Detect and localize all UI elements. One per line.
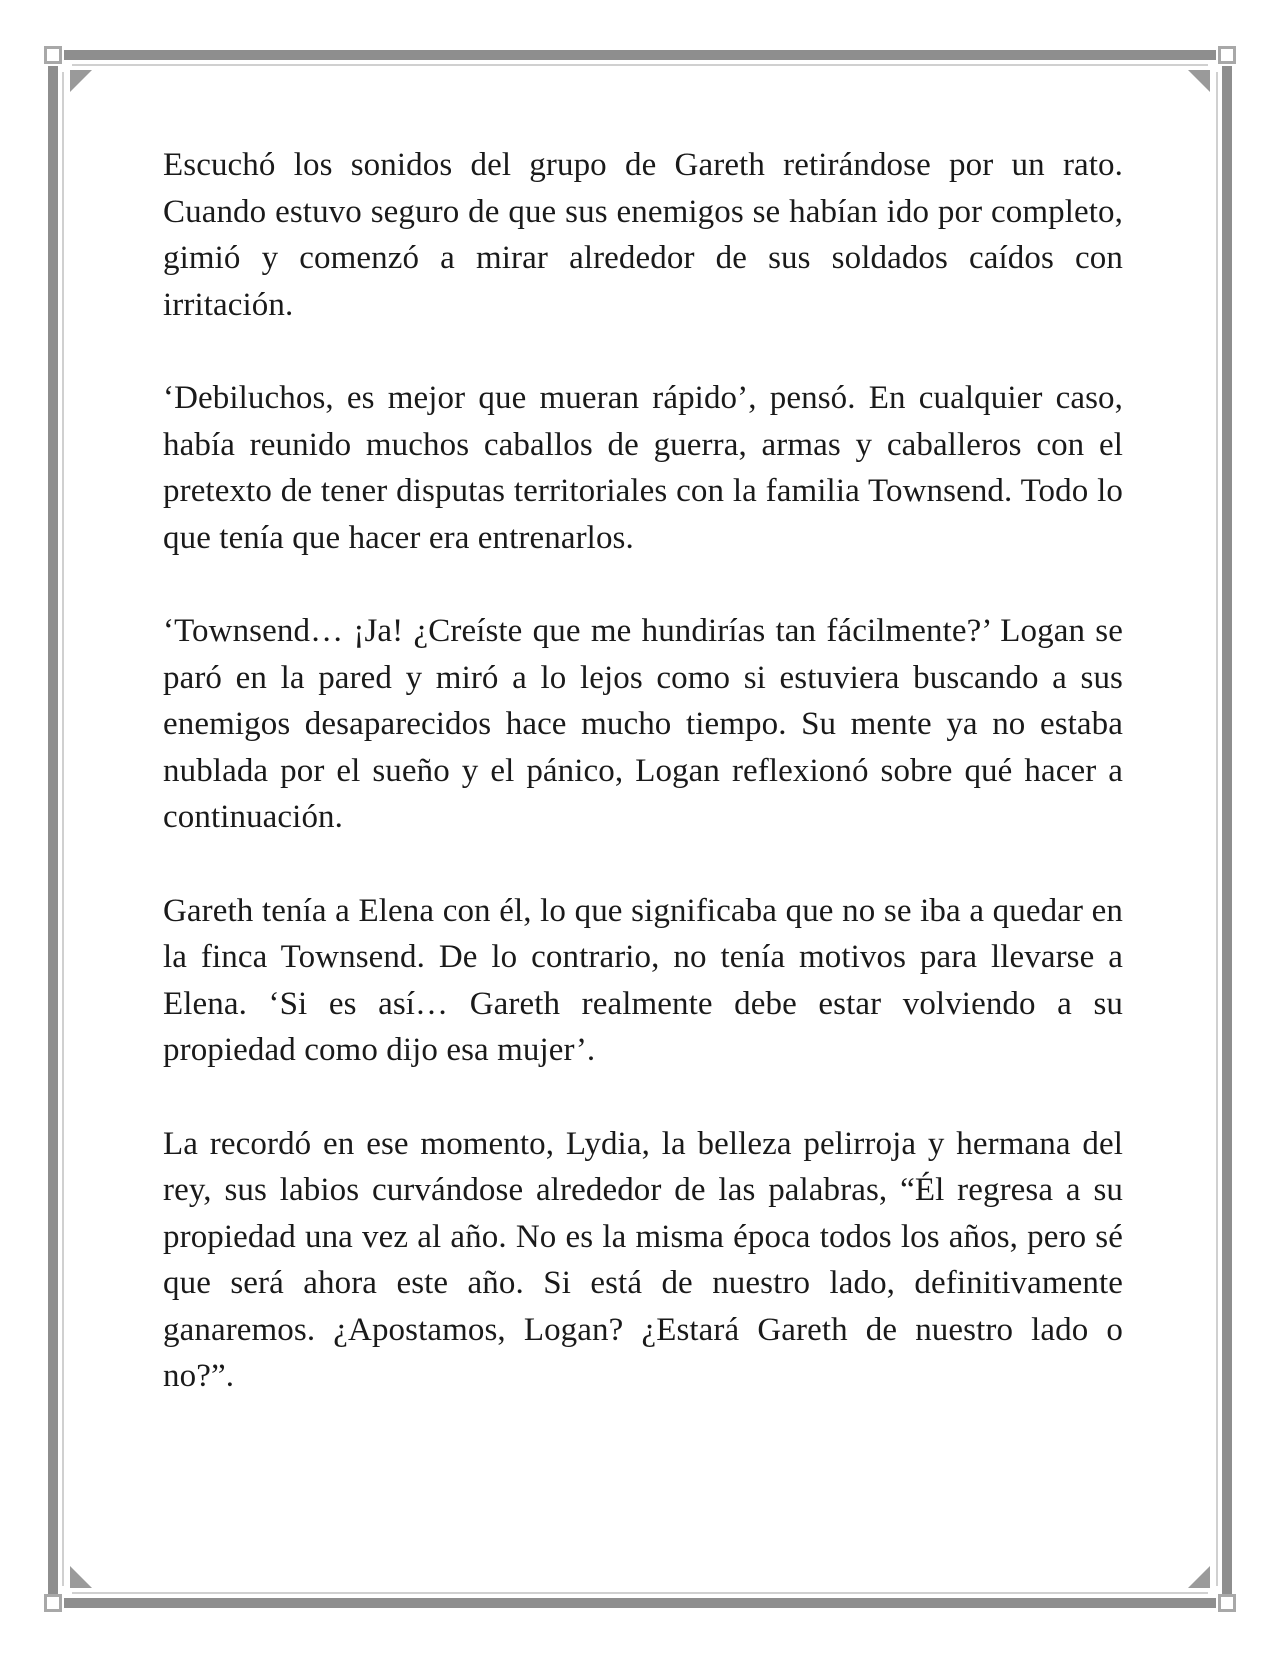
paragraph: ‘Townsend… ¡Ja! ¿Creíste que me hundirías tan fácilmente?’ Logan se paró en la pared y miró a lo lejos como si estuviera buscando a sus enemigos desaparecidos hace mucho tiempo. Su mente ya no estaba nublada por el sueño y el pánico, Logan reflexionó sobre qué hacer a continuación. [163, 613, 1123, 835]
corner-ornament-bottom-left [44, 1594, 62, 1612]
border-left [48, 66, 58, 1594]
inner-border-bottom [72, 1592, 1208, 1594]
inner-border-top [72, 64, 1208, 66]
inner-border-right [1216, 72, 1218, 1586]
corner-triangle-top-right-icon [1188, 70, 1210, 92]
paragraph: La recordó en ese momento, Lydia, la belleza pelirroja y hermana del rey, sus labios curvándose alrededor de las palabras, “Él regresa a su propiedad una vez al año. No es la misma época todos los años, pero sé que será ahora este año. Si está de nuestro lado, definitivamente ganaremos. ¿Apostamos, Logan? ¿Estará Gareth de nuestro lado o no?”. [163, 1125, 1123, 1394]
corner-ornament-bottom-right [1218, 1594, 1236, 1612]
corner-triangle-bottom-left-icon [70, 1566, 92, 1588]
inner-border-left [62, 72, 64, 1586]
border-top [64, 50, 1216, 60]
corner-triangle-bottom-right-icon [1188, 1566, 1210, 1588]
corner-ornament-top-right [1218, 46, 1236, 64]
corner-triangle-top-left-icon [70, 70, 92, 92]
border-right [1222, 66, 1232, 1594]
paragraph: Gareth tenía a Elena con él, lo que significaba que no se iba a quedar en la finca Townsend. De lo contrario, no tenía motivos para llevarse a Elena. ‘Si es así… Gareth realmente debe estar volviendo a su propiedad como dijo esa mujer’. [163, 892, 1123, 1068]
border-bottom [64, 1598, 1216, 1608]
paragraph: ‘Debiluchos, es mejor que mueran rápido’, pensó. En cualquier caso, había reunido muchos caballos de guerra, armas y caballeros con el pretexto de tener disputas territoriales con la familia Townsend. Todo lo que tenía que hacer era entrenarlos. [163, 380, 1123, 556]
page-body [163, 142, 1123, 1400]
corner-ornament-top-left [44, 46, 62, 64]
paragraph: Escuchó los sonidos del grupo de Gareth retirándose por un rato. Cuando estuvo seguro de que sus enemigos se habían ido por completo, gimió y comenzó a mirar alrededor de sus soldados caídos con irritación. [163, 147, 1123, 323]
